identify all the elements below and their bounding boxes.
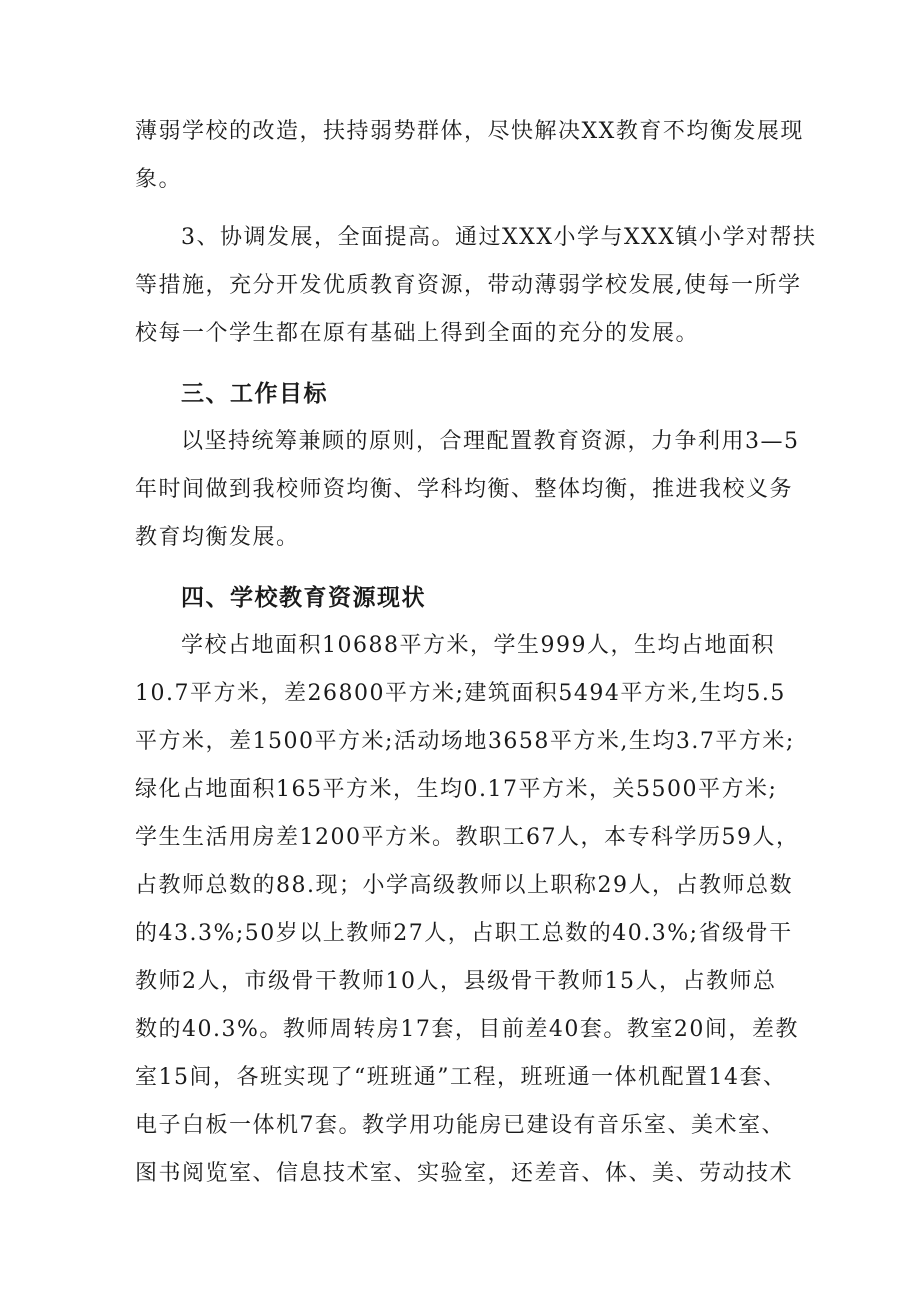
paragraph-line-18: 室15间，各班实现了“班班通”工程，班班通一体机配置14套、	[135, 1065, 787, 1090]
paragraph-line-19: 电子白板一体机7套。教学用功能房已建设有音乐室、美术室、	[135, 1113, 785, 1138]
section-heading-4: 四、学校教育资源现状	[181, 585, 426, 611]
paragraph-line-7: 年时间做到我校师资均衡、学科均衡、整体均衡，推进我校义务	[135, 477, 794, 502]
paragraph-line-4: 等措施，充分开发优质教育资源，带动薄弱学校发展,使每一所学	[135, 273, 802, 298]
paragraph-gap	[135, 204, 802, 214]
paragraph-gap	[135, 358, 802, 368]
paragraph-line-15: 的43.3%;50岁以上教师27人，占职工总数的40.3%;省级骨干	[135, 921, 793, 946]
paragraph-gap	[135, 562, 802, 572]
paragraph-line-10: 10.7平方米，差26800平方米;建筑面积5494平方米,生均5.5	[135, 681, 786, 706]
paragraph-line-16: 教师2人，市级骨干教师10人，县级骨干教师15人，占教师总	[135, 969, 777, 994]
section-heading-3: 三、工作目标	[181, 381, 328, 407]
paragraph-line-5: 校每一个学生都在原有基础上得到全面的充分的发展。	[135, 321, 700, 346]
paragraph-line-1: 薄弱学校的改造，扶持弱势群体，尽快解决XX教育不均衡发展现	[135, 119, 804, 144]
paragraph-line-14: 占教师总数的88.现；小学高级教师以上职称29人，占教师总数	[135, 873, 793, 898]
paragraph-line-2: 象。	[135, 167, 183, 192]
paragraph-line-6: 以坚持统筹兼顾的原则，合理配置教育资源，力争利用3—5	[181, 429, 800, 454]
paragraph-line-20: 图书阅览室、信息技术室、实验室，还差音、体、美、劳动技术	[135, 1161, 794, 1186]
paragraph-line-8: 教育均衡发展。	[135, 525, 300, 550]
paragraph-line-11: 平方米，差1500平方米;活动场地3658平方米,生均3.7平方米;	[135, 729, 795, 754]
paragraph-line-17: 数的40.3%。教师周转房17套，目前差40套。教室20间，差教	[135, 1017, 799, 1042]
paragraph-line-13: 学生生活用房差1200平方米。教职工67人，本专科学历59人，	[135, 825, 800, 850]
paragraph-line-12: 绿化占地面积165平方米，生均0.17平方米，关5500平方米;	[135, 777, 778, 802]
paragraph-line-3: 3、协调发展，全面提高。通过XXX小学与XXX镇小学对帮扶	[181, 225, 817, 250]
paragraph-line-9: 学校占地面积10688平方米，学生999人，生均占地面积	[181, 633, 775, 658]
